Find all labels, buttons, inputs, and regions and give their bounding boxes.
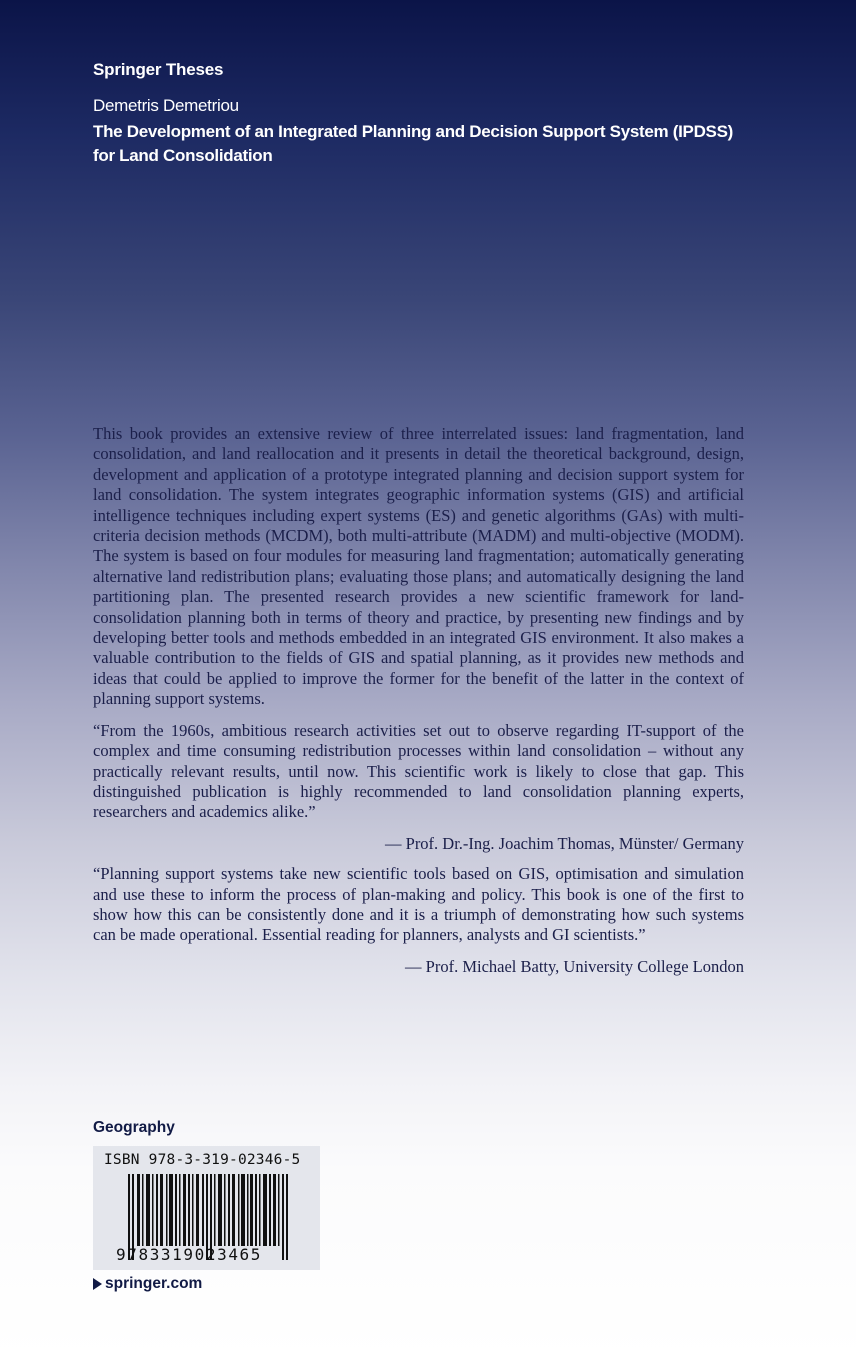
author-name: Demetris Demetriou bbox=[93, 96, 239, 115]
back-cover-text bbox=[93, 424, 744, 987]
barcode-digits: 9783319023465 bbox=[116, 1245, 263, 1264]
website-label[interactable]: springer.com bbox=[105, 1275, 203, 1292]
isbn-text: ISBN 978-3-319-02346-5 bbox=[104, 1152, 301, 1168]
play-arrow-icon bbox=[93, 1278, 102, 1290]
springer-link[interactable] bbox=[93, 1275, 202, 1293]
subject-label: Geography bbox=[93, 1119, 175, 1136]
quote-2: “Planning support systems take new scientific tools based on GIS, optimisation and simulation and use these to inform the process of plan-making and policy. This book is one of the first to show how this can be consistently done and it is a triumph of demonstrating how such systems can be made operational. Essential reading for planners, analysts and GI scientists.” bbox=[93, 864, 744, 945]
quote-1: “From the 1960s, ambitious research activities set out to observe regarding IT-support of the complex and time consuming redistribution processes within land consolidation – without any practically relevant results, until now. This scientific work is likely to close that gap. This distinguished publication is highly recommended to land consolidation planning experts, researchers and academics alike.” bbox=[93, 720, 744, 822]
book-title-line-1: The Development of an Integrated Planning and Decision Support System (IPDSS) bbox=[93, 122, 733, 141]
description-paragraph: This book provides an extensive review of three interrelated issues: land fragmentation, land consolidation, and land reallocation and it presents in detail the theoretical background, design, development and application of a prototype integrated planning and decision support system for land consolidation. The system integrates geographic information systems (GIS) and artificial intelligence techniques including expert systems (ES) and genetic algorithms (GAs) with multi-criteria decision methods (MCDM), both multi-attribute (MADM) and multi-objective (MODM). The system is based on four modules for measuring land fragmentation; automatically generating alternative land redistribution plans; evaluating those plans; and automatically designing the land partitioning plan. The presented research provides a new scientific framework for land-consolidation planning both in terms of theory and practice, by presenting new findings and by developing better tools and methods embedded in an integrated GIS environment. It also makes a valuable contribution to the fields of GIS and spatial planning, as it provides new methods and ideas that could be applied to improve the former for the benefit of the latter in the context of planning support systems. bbox=[93, 424, 744, 709]
book-title-line-2: for Land Consolidation bbox=[93, 146, 273, 165]
quote-1-attribution: — Prof. Dr.-Ing. Joachim Thomas, Münster/ Germany bbox=[385, 833, 744, 853]
book-title bbox=[93, 120, 753, 168]
series-name: Springer Theses bbox=[93, 60, 224, 79]
quote-2-attribution: — Prof. Michael Batty, University College London bbox=[405, 956, 744, 976]
